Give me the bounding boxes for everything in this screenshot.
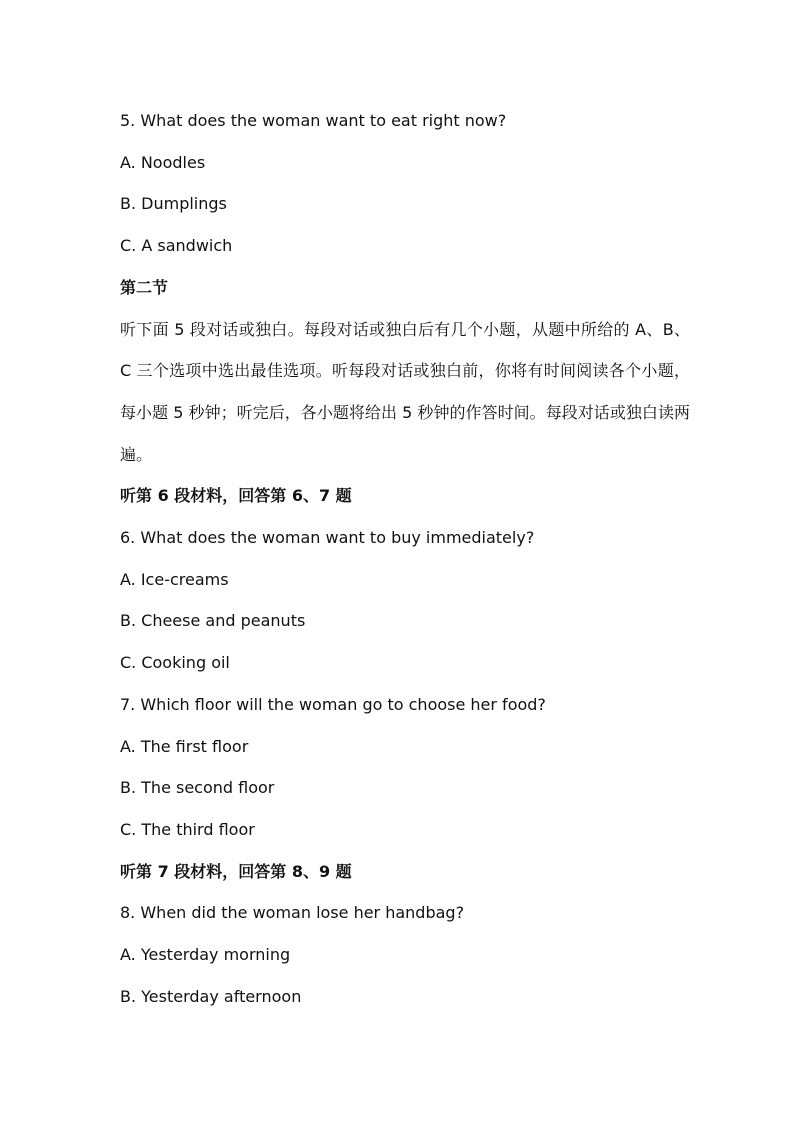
section-instructions: 听下面 5 段对话或独白。每段对话或独白后有几个小题，从题中所给的 A、B、C 三个选项中选出最佳选项。听每段对话或独白前，你将有时间阅读各个小题，每小题 5 秒钟；听完后，各小题将给出 5 秒钟的作答时间。每段对话或独白读两遍。 — [120, 319, 690, 464]
section-heading: 第二节 — [120, 277, 169, 297]
q6-option-a: A. Ice-creams — [120, 569, 229, 589]
q7-option-a: A. The first floor — [120, 736, 249, 756]
question-8: 8. When did the woman lose her handbag? — [120, 903, 465, 923]
material-6-heading: 听第 6 段材料，回答第 6、7 题 — [120, 486, 352, 506]
q8-option-a: A. Yesterday morning — [120, 945, 291, 965]
q5-option-b: B. Dumplings — [120, 194, 227, 214]
q6-option-c: C. Cooking oil — [120, 653, 230, 673]
material-7-heading: 听第 7 段材料，回答第 8、9 题 — [120, 861, 352, 881]
q5-option-c: C. A sandwich — [120, 236, 233, 256]
question-6: 6. What does the woman want to buy immediately? — [120, 528, 535, 548]
q7-option-c: C. The third floor — [120, 819, 255, 839]
q7-option-b: B. The second floor — [120, 778, 275, 798]
question-7: 7. Which floor will the woman go to choose her food? — [120, 694, 546, 714]
q8-option-b: B. Yesterday afternoon — [120, 986, 302, 1006]
exam-page — [120, 100, 690, 1017]
question-5: 5. What does the woman want to eat right now? — [120, 111, 507, 130]
q5-option-a: A. Noodles — [120, 152, 206, 172]
q6-option-b: B. Cheese and peanuts — [120, 611, 306, 631]
